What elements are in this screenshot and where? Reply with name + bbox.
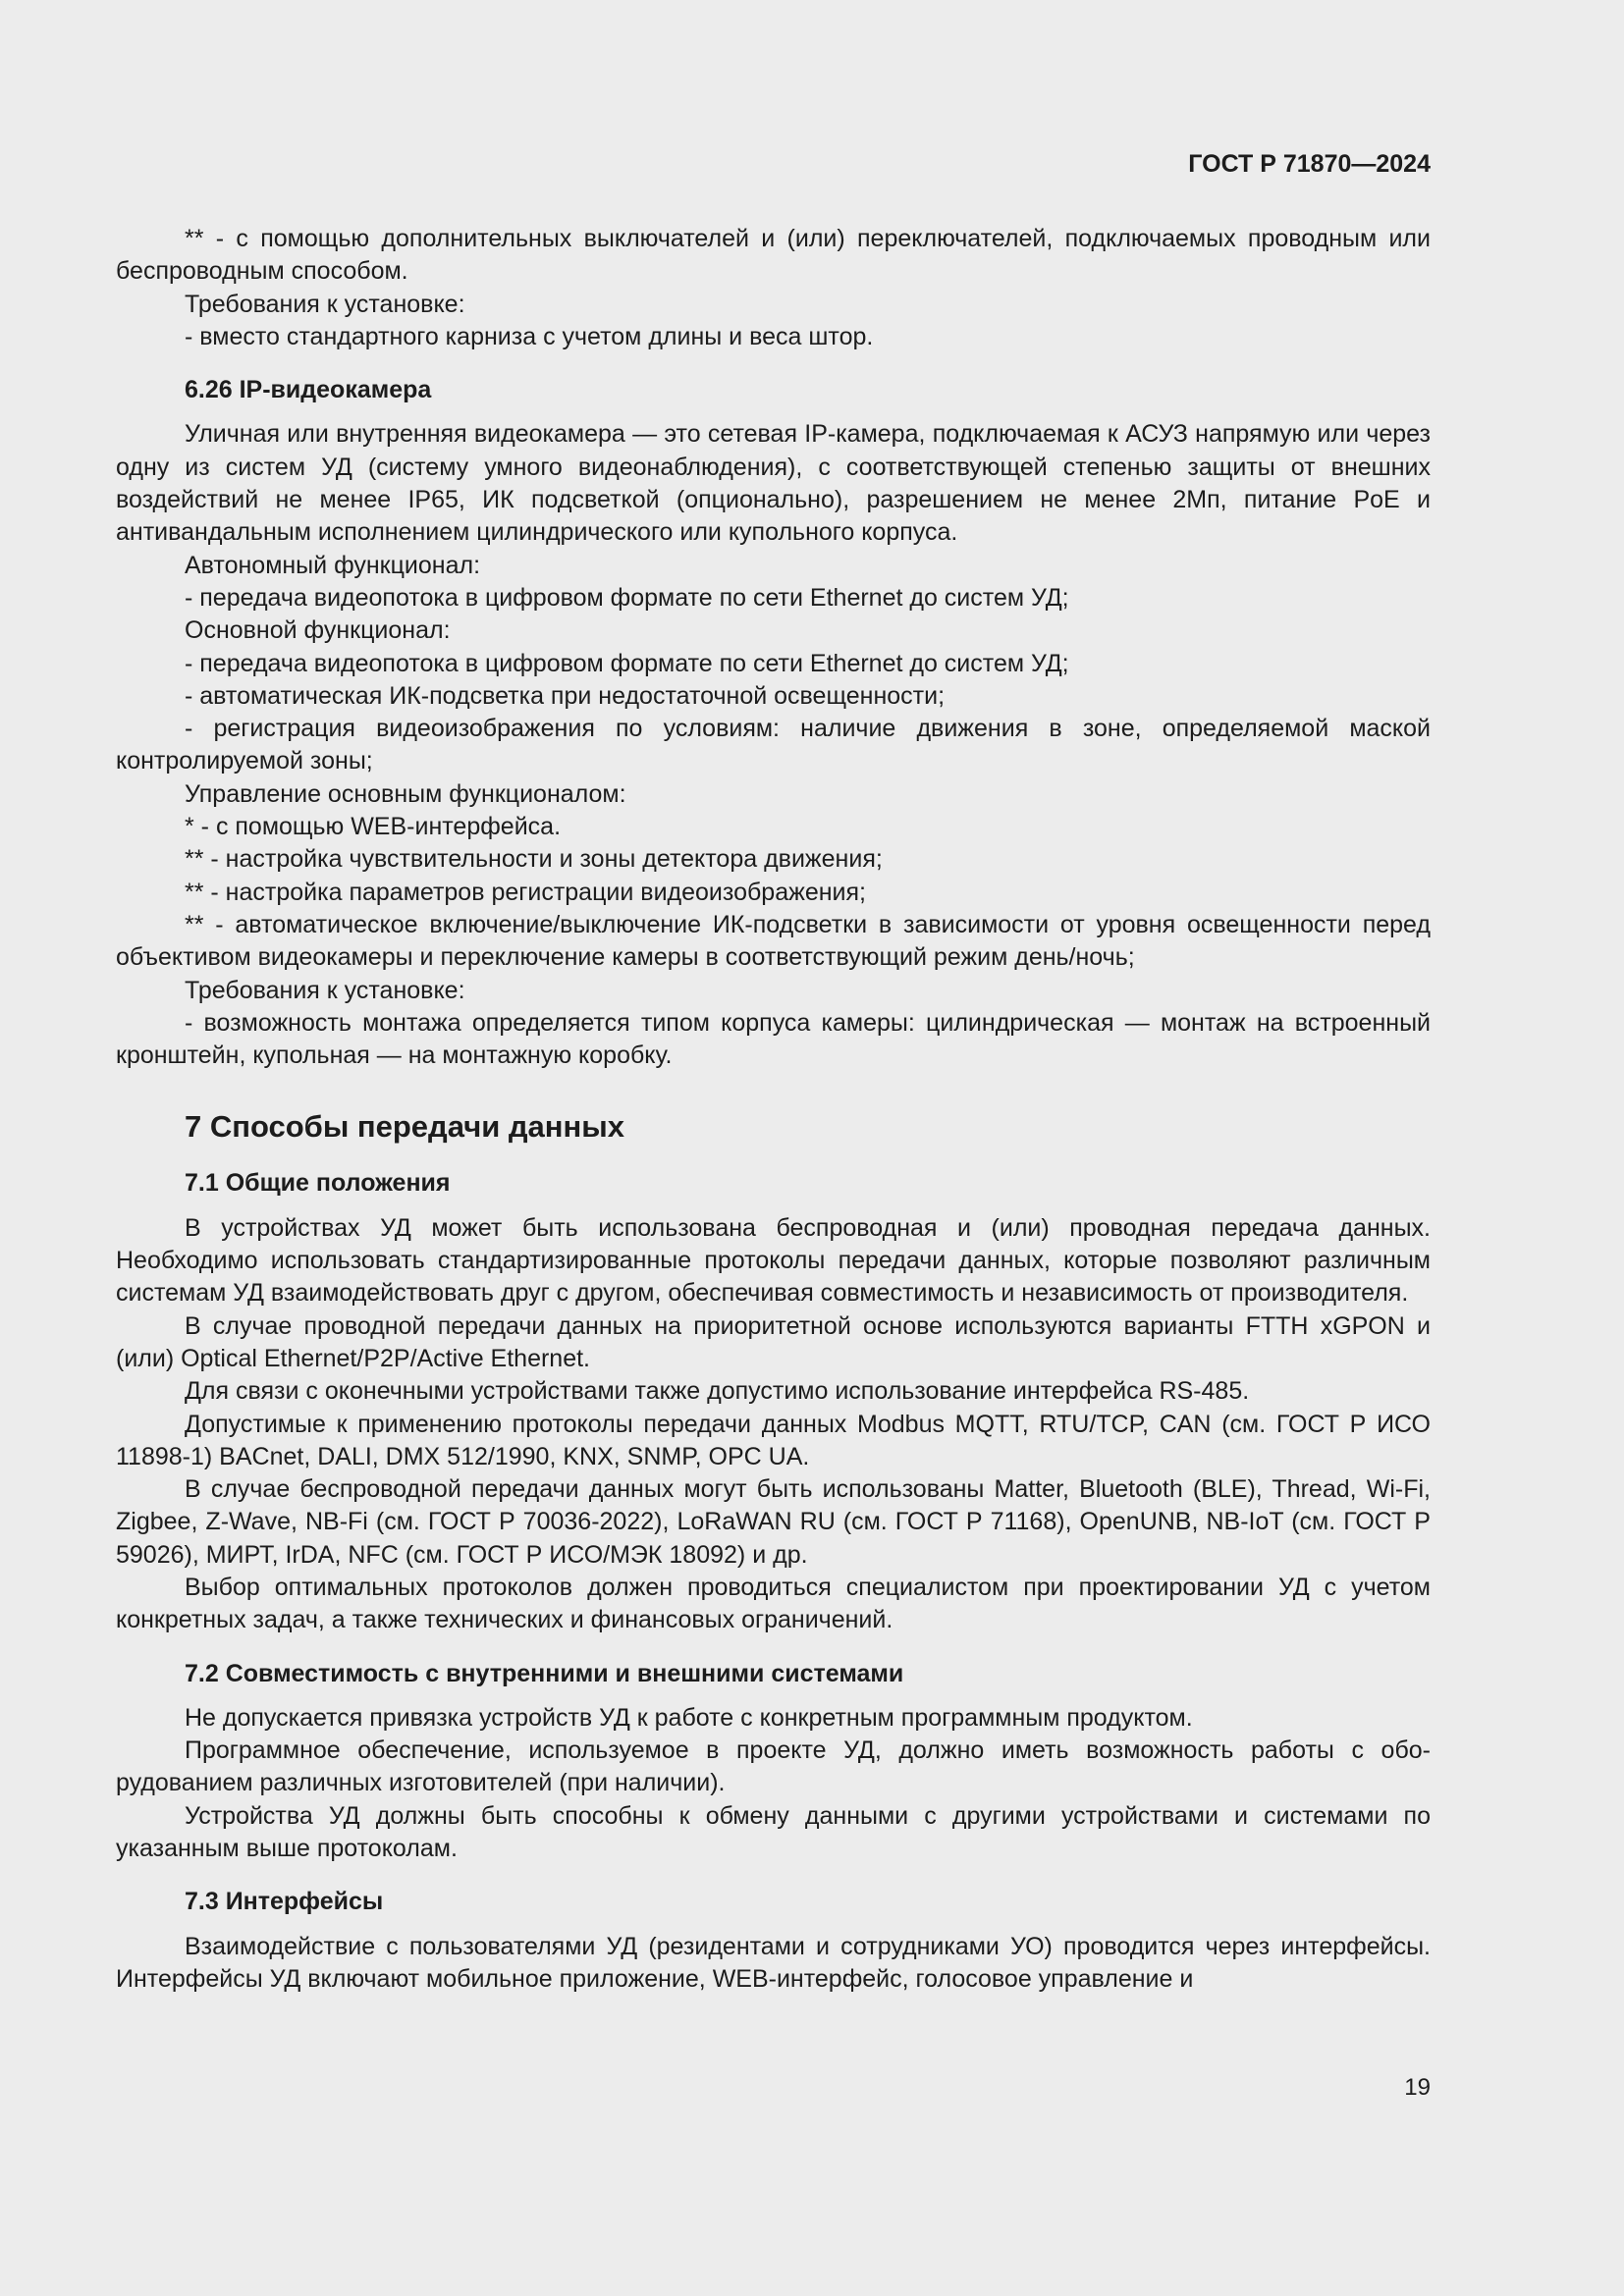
paragraph: Автономный функционал: [185,551,481,579]
list-item: ** - настройка параметров регистрации видеоизображения; [185,878,866,906]
section-heading-7-1: 7.1 Общие положения [185,1169,451,1198]
paragraph: ** - с помощью дополнительных выключателей и (или) переключателей, подключаемых проводным или беспроводным способом. [116,225,1431,286]
section-heading-6-26: 6.26 IP-видеокамера [185,376,432,404]
page-content [116,223,1431,1996]
paragraph: Уличная или внутренняя видеокамера — это сетевая IP-камера, подключаемая к АСУЗ напрямую или через одну из систем УД (систему умного видеонаблюдения), с соответствующей степенью защиты от внешних воздействий не менее IP65, ИК подсветкой (опционально), разрешением не менее 2Мп, питание PoE и антивандальным исполнением цилиндрического или купольного корпуса. [116,420,1431,547]
list-item: - передача видеопотока в цифровом формате по сети Ethernet до систем УД; [185,649,1069,677]
paragraph: Не допускается привязка устройств УД к работе с конкретным программным продуктом. [185,1703,1193,1732]
list-item: - вместо стандартного карниза с учетом длины и веса штор. [185,322,874,350]
section-heading-7-2: 7.2 Совместимость с внутренними и внешними системами [185,1659,904,1687]
paragraph: Взаимодействие с пользователями УД (резидентами и сотрудниками УО) проводится через интерфейсы. Интерфейсы УД включают мобильное приложение, WEB-интерфейс, голосовое управление и [116,1932,1431,1993]
paragraph: Программное обеспечение, используемое в проекте УД, должно иметь возможность работы с оборудованием различных изготовителей (при наличии). [116,1736,1431,1797]
paragraph: Для связи с оконечными устройствами также допустимо использование интерфейса RS-485. [185,1377,1250,1406]
paragraph: Устройства УД должны быть способны к обмену данными с другими устройствами и системами по указанным выше протоколам. [116,1801,1431,1863]
list-item: * - с помощью WEB-интерфейса. [185,813,562,841]
paragraph: Требования к установке: [185,290,465,318]
list-item: ** - автоматическое включение/выключение ИК-подсветки в зависимости от уровня освещенности перед объективом видеокамеры и переключение камеры в соответствующий режим день/ночь; [116,910,1431,972]
page-number: 19 [1404,2074,1431,2101]
list-item: - возможность монтажа определяется типом корпуса камеры: цилиндрическая — монтаж на встроенный кронштейн, купольная — на монтажную коробку. [116,1008,1431,1070]
paragraph: Выбор оптимальных протоколов должен проводиться специалистом при проектировании УД с учетом конкретных задач, а также технических и финансовых ограничений. [116,1573,1431,1634]
section-heading-7-3: 7.3 Интерфейсы [185,1888,384,1916]
document-page [116,0,1431,2296]
paragraph: Основной функционал: [185,616,451,645]
paragraph: Требования к установке: [185,976,465,1004]
chapter-heading-7: 7 Способы передачи данных [185,1109,624,1145]
paragraph: В устройствах УД может быть использована беспроводная и (или) проводная передача данных. Необходимо использовать стандартизированные протоколы передачи данных, которые позволяют различным системам УД взаимодействовать друг с другом, обеспечивая совместимость и независимость от производителя. [116,1213,1431,1308]
paragraph: В случае беспроводной передачи данных могут быть использованы Matter, Bluetooth (BLE), Thread, Wi-Fi, Zigbee, Z-Wave, NB-Fi (см. ГОСТ Р 70036-2022), LoRaWAN RU (см. ГОСТ Р 71168), OpenUNB, NB-IoT (см. ГОСТ Р 59026), МИРТ, IrDA, NFC (см. ГОСТ Р ИСО/МЭК 18092) и др. [116,1475,1431,1569]
paragraph: Допустимые к применению протоколы передачи данных Modbus MQTT, RTU/TCP, CAN (см. ГОСТ Р ИСО 11898-1) BACnet, DALI, DMX 512/1990, KNX, SNMP, OPC UA. [116,1410,1431,1470]
document-designation: ГОСТ Р 71870—2024 [1188,150,1431,178]
paragraph: Управление основным функционалом: [185,779,626,808]
paragraph: В случае проводной передачи данных на приоритетной основе используются варианты FTTH xGPON и (или) Optical Ethernet/P2P/Active Ethernet. [116,1311,1431,1372]
list-item: - автоматическая ИК-подсветка при недостаточной освещенности; [185,681,946,710]
list-item: - передача видеопотока в цифровом формате по сети Ethernet до систем УД; [185,583,1069,612]
list-item: - регистрация видеоизображения по условиям: наличие движения в зоне, определяемой маской контролируемой зоны; [116,715,1431,775]
list-item: ** - настройка чувствительности и зоны детектора движения; [185,845,883,874]
